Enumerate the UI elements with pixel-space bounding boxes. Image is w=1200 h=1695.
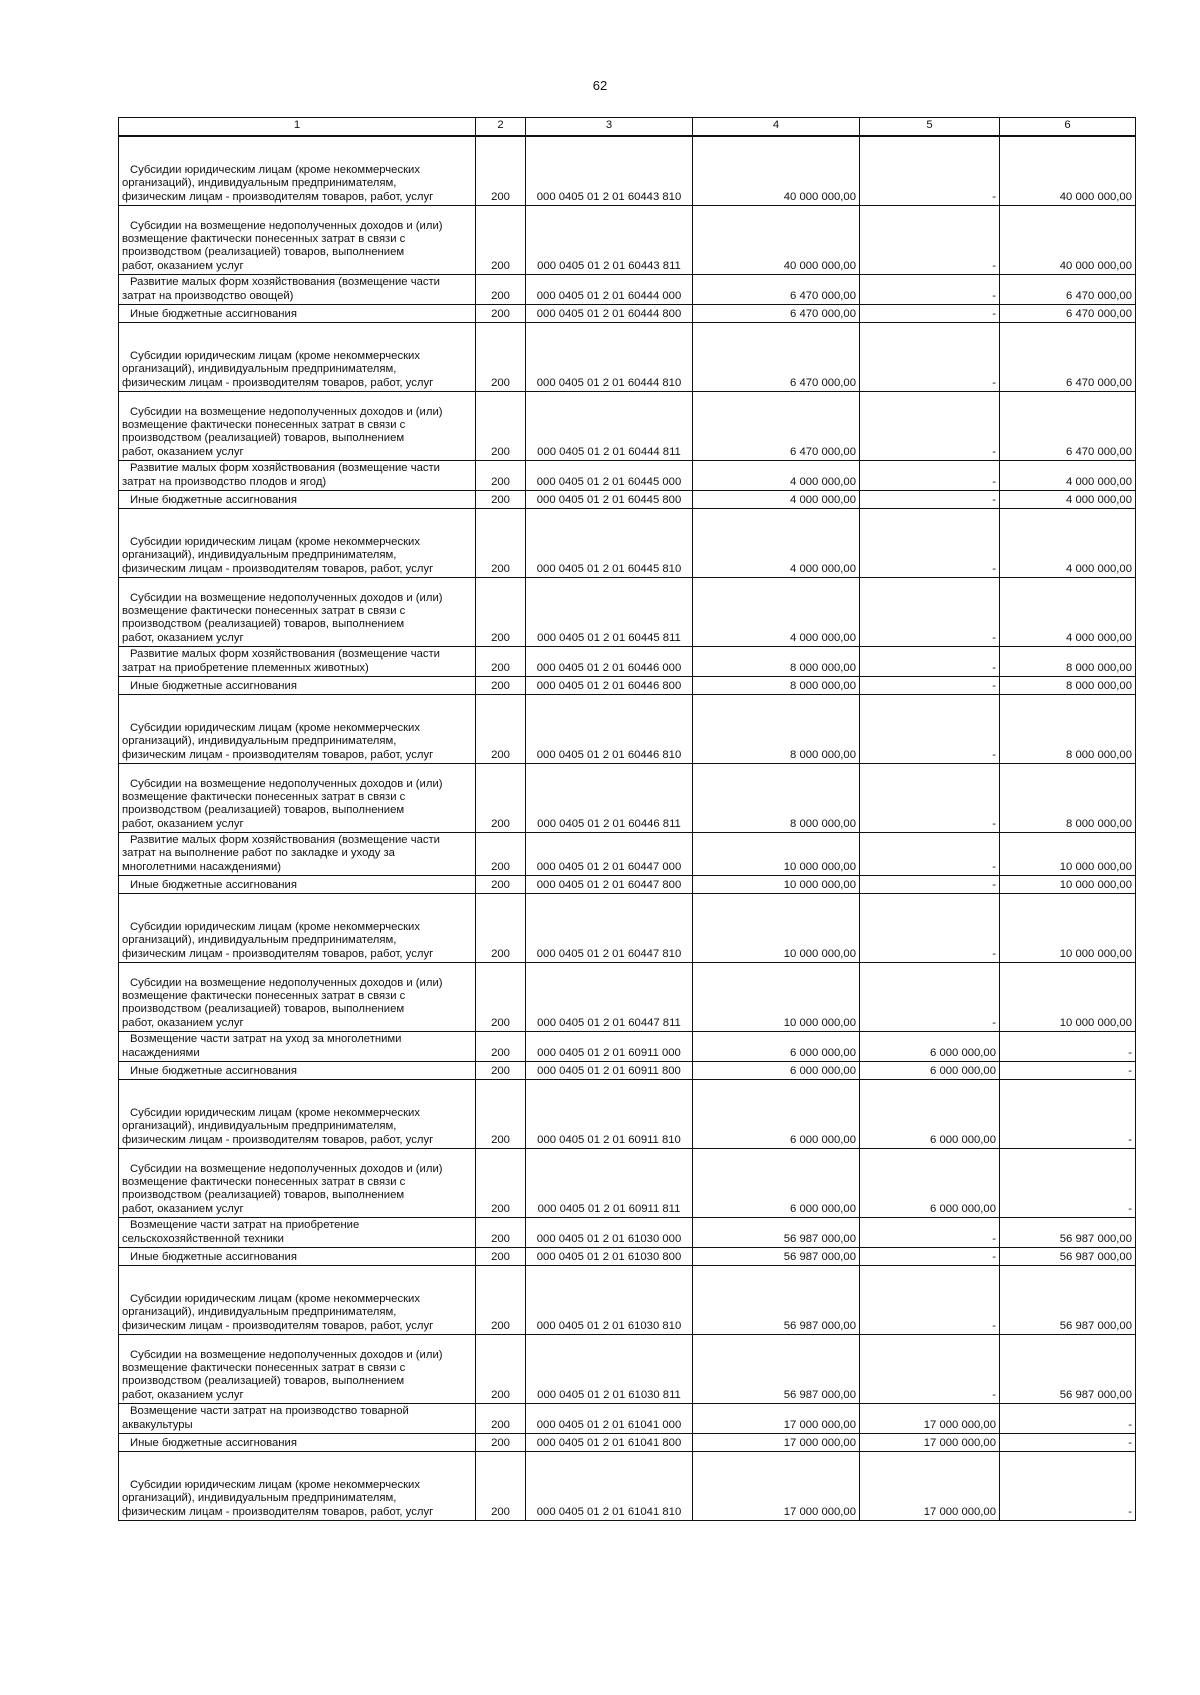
table-row <box>119 647 1136 677</box>
row-admin-code: 200 <box>476 305 526 323</box>
description-line: организаций), индивидуальным предпринимателям, <box>122 363 397 376</box>
row-budget-code: 000 0405 01 2 01 61030 810 <box>526 1266 693 1335</box>
row-amount-regional: 40 000 000,00 <box>1000 136 1136 206</box>
table-row <box>119 1062 1136 1080</box>
row-amount-federal: - <box>860 1266 1000 1335</box>
row-amount-total: 56 987 000,00 <box>693 1218 860 1248</box>
description-line: работ, оказанием услуг <box>122 817 244 830</box>
row-description <box>119 275 476 305</box>
row-budget-code: 000 0405 01 2 01 61041 000 <box>526 1404 693 1434</box>
row-amount-federal: - <box>860 833 1000 876</box>
row-amount-federal: - <box>860 578 1000 647</box>
description-line: Субсидии на возмещение недополученных доходов и (или) <box>130 405 443 418</box>
table-body <box>119 136 1136 1521</box>
description-line: Субсидии на возмещение недополученных доходов и (или) <box>130 976 443 989</box>
description-line: физическим лицам - производителям товаров, работ, услуг <box>122 748 434 761</box>
row-amount-total: 10 000 000,00 <box>693 894 860 963</box>
row-budget-code: 000 0405 01 2 01 60445 810 <box>526 509 693 578</box>
row-description <box>119 509 476 578</box>
row-amount-total: 6 470 000,00 <box>693 323 860 392</box>
row-amount-federal: - <box>860 305 1000 323</box>
row-budget-code: 000 0405 01 2 01 61030 000 <box>526 1218 693 1248</box>
row-admin-code: 200 <box>476 695 526 764</box>
table-row <box>119 578 1136 647</box>
description-line: организаций), индивидуальным предпринимателям, <box>122 1306 397 1319</box>
row-admin-code: 200 <box>476 1434 526 1452</box>
row-admin-code: 200 <box>476 647 526 677</box>
row-budget-code: 000 0405 01 2 01 60443 810 <box>526 136 693 206</box>
row-admin-code: 200 <box>476 491 526 509</box>
row-amount-federal: - <box>860 136 1000 206</box>
row-amount-regional: 4 000 000,00 <box>1000 578 1136 647</box>
row-amount-total: 56 987 000,00 <box>693 1335 860 1404</box>
description-line: Иные бюджетные ассигнования <box>130 1064 297 1077</box>
row-admin-code: 200 <box>476 1266 526 1335</box>
description-line: Субсидии юридическим лицам (кроме некоммерческих <box>130 921 420 934</box>
row-amount-federal: - <box>860 695 1000 764</box>
row-description <box>119 392 476 461</box>
row-amount-regional: - <box>1000 1404 1136 1434</box>
description-line: физическим лицам - производителям товаров, работ, услуг <box>122 1505 434 1518</box>
description-line: Субсидии на возмещение недополученных доходов и (или) <box>130 591 443 604</box>
row-admin-code: 200 <box>476 1062 526 1080</box>
table-row <box>119 677 1136 695</box>
description-line: Развитие малых форм хозяйствования (возмещение части <box>130 462 440 475</box>
row-description <box>119 894 476 963</box>
description-line: производством (реализацией) товаров, выполнением <box>122 1375 405 1388</box>
row-amount-federal: - <box>860 677 1000 695</box>
description-line: Субсидии юридическим лицам (кроме некоммерческих <box>130 722 420 735</box>
row-amount-total: 17 000 000,00 <box>693 1404 860 1434</box>
description-line: производством (реализацией) товаров, выполнением <box>122 1189 405 1202</box>
description-line: Субсидии на возмещение недополученных доходов и (или) <box>130 1348 443 1361</box>
row-amount-regional: 6 470 000,00 <box>1000 275 1136 305</box>
table-row <box>119 206 1136 275</box>
row-amount-federal: 6 000 000,00 <box>860 1032 1000 1062</box>
table-row <box>119 1335 1136 1404</box>
description-line: Субсидии юридическим лицам (кроме некоммерческих <box>130 350 420 363</box>
row-admin-code: 200 <box>476 764 526 833</box>
description-line: физическим лицам - производителям товаров, работ, услуг <box>122 376 434 389</box>
description-line: работ, оказанием услуг <box>122 1202 244 1215</box>
row-amount-federal: - <box>860 963 1000 1032</box>
description-line: Иные бюджетные ассигнования <box>130 1436 297 1449</box>
row-admin-code: 200 <box>476 1149 526 1218</box>
row-budget-code: 000 0405 01 2 01 61030 811 <box>526 1335 693 1404</box>
description-line: Возмещение части затрат на производство товарной <box>130 1405 409 1418</box>
table-row <box>119 1149 1136 1218</box>
row-amount-federal: - <box>860 894 1000 963</box>
description-line: Иные бюджетные ассигнования <box>130 493 297 506</box>
column-header: 1 <box>119 118 476 137</box>
row-description <box>119 1032 476 1062</box>
table-header <box>119 118 1136 137</box>
row-budget-code: 000 0405 01 2 01 60446 000 <box>526 647 693 677</box>
row-budget-code: 000 0405 01 2 01 61030 800 <box>526 1248 693 1266</box>
row-budget-code: 000 0405 01 2 01 60445 800 <box>526 491 693 509</box>
row-budget-code: 000 0405 01 2 01 60911 811 <box>526 1149 693 1218</box>
row-admin-code: 200 <box>476 677 526 695</box>
description-line: работ, оказанием услуг <box>122 445 244 458</box>
row-description <box>119 323 476 392</box>
row-amount-total: 10 000 000,00 <box>693 833 860 876</box>
row-admin-code: 200 <box>476 206 526 275</box>
row-description <box>119 1335 476 1404</box>
table-row <box>119 509 1136 578</box>
description-line: работ, оказанием услуг <box>122 1016 244 1029</box>
page-number: 62 <box>592 78 608 93</box>
row-amount-total: 17 000 000,00 <box>693 1452 860 1521</box>
row-description <box>119 491 476 509</box>
row-amount-federal: - <box>860 206 1000 275</box>
row-admin-code: 200 <box>476 1218 526 1248</box>
row-budget-code: 000 0405 01 2 01 60445 000 <box>526 461 693 491</box>
description-line: Субсидии на возмещение недополученных доходов и (или) <box>130 777 443 790</box>
row-amount-federal: 6 000 000,00 <box>860 1062 1000 1080</box>
row-admin-code: 200 <box>476 1452 526 1521</box>
description-line: производством (реализацией) товаров, выполнением <box>122 432 405 445</box>
row-budget-code: 000 0405 01 2 01 60447 810 <box>526 894 693 963</box>
row-budget-code: 000 0405 01 2 01 61041 800 <box>526 1434 693 1452</box>
description-line: возмещение фактически понесенных затрат в связи с <box>122 605 406 618</box>
table-row <box>119 876 1136 894</box>
table-row <box>119 1434 1136 1452</box>
description-line: работ, оказанием услуг <box>122 631 244 644</box>
description-line: многолетними насаждениями) <box>122 860 282 873</box>
table-row <box>119 1248 1136 1266</box>
description-line: насаждениями <box>122 1046 200 1059</box>
row-budget-code: 000 0405 01 2 01 60444 000 <box>526 275 693 305</box>
row-amount-total: 56 987 000,00 <box>693 1248 860 1266</box>
table-row <box>119 491 1136 509</box>
row-amount-federal: - <box>860 1218 1000 1248</box>
description-line: Субсидии юридическим лицам (кроме некоммерческих <box>130 1293 420 1306</box>
row-budget-code: 000 0405 01 2 01 60446 800 <box>526 677 693 695</box>
row-budget-code: 000 0405 01 2 01 60911 000 <box>526 1032 693 1062</box>
description-line: Субсидии юридическим лицам (кроме некоммерческих <box>130 164 420 177</box>
description-line: возмещение фактически понесенных затрат в связи с <box>122 990 406 1003</box>
row-amount-federal: 17 000 000,00 <box>860 1434 1000 1452</box>
row-amount-federal: 17 000 000,00 <box>860 1452 1000 1521</box>
row-description <box>119 206 476 275</box>
description-line: возмещение фактически понесенных затрат в связи с <box>122 1362 406 1375</box>
row-amount-total: 6 470 000,00 <box>693 275 860 305</box>
row-amount-regional: 56 987 000,00 <box>1000 1248 1136 1266</box>
row-budget-code: 000 0405 01 2 01 60447 811 <box>526 963 693 1032</box>
row-description <box>119 578 476 647</box>
row-description <box>119 461 476 491</box>
row-budget-code: 000 0405 01 2 01 60447 000 <box>526 833 693 876</box>
description-line: организаций), индивидуальным предпринимателям, <box>122 934 397 947</box>
row-amount-regional: 8 000 000,00 <box>1000 677 1136 695</box>
description-line: организаций), индивидуальным предпринимателям, <box>122 549 397 562</box>
row-amount-federal: - <box>860 764 1000 833</box>
row-amount-federal: - <box>860 647 1000 677</box>
table-row <box>119 833 1136 876</box>
table-row <box>119 1032 1136 1062</box>
row-amount-total: 56 987 000,00 <box>693 1266 860 1335</box>
description-line: возмещение фактически понесенных затрат в связи с <box>122 233 406 246</box>
row-amount-federal: - <box>860 461 1000 491</box>
description-line: Развитие малых форм хозяйствования (возмещение части <box>130 648 440 661</box>
row-description <box>119 1218 476 1248</box>
row-admin-code: 200 <box>476 963 526 1032</box>
row-amount-total: 4 000 000,00 <box>693 578 860 647</box>
description-line: Субсидии юридическим лицам (кроме некоммерческих <box>130 1107 420 1120</box>
row-amount-regional: 8 000 000,00 <box>1000 695 1136 764</box>
row-description <box>119 764 476 833</box>
column-header: 3 <box>526 118 693 137</box>
row-amount-federal: - <box>860 323 1000 392</box>
row-amount-regional: 8 000 000,00 <box>1000 647 1136 677</box>
row-amount-federal: - <box>860 491 1000 509</box>
row-description <box>119 833 476 876</box>
row-description <box>119 305 476 323</box>
row-admin-code: 200 <box>476 1032 526 1062</box>
row-amount-regional: 6 470 000,00 <box>1000 392 1136 461</box>
description-line: возмещение фактически понесенных затрат в связи с <box>122 791 406 804</box>
description-line: организаций), индивидуальным предпринимателям, <box>122 735 397 748</box>
row-budget-code: 000 0405 01 2 01 60911 800 <box>526 1062 693 1080</box>
row-admin-code: 200 <box>476 461 526 491</box>
row-budget-code: 000 0405 01 2 01 61041 810 <box>526 1452 693 1521</box>
table-row <box>119 392 1136 461</box>
row-amount-total: 17 000 000,00 <box>693 1434 860 1452</box>
table-row <box>119 1080 1136 1149</box>
row-description <box>119 1248 476 1266</box>
row-amount-total: 6 000 000,00 <box>693 1032 860 1062</box>
row-admin-code: 200 <box>476 1080 526 1149</box>
row-admin-code: 200 <box>476 1404 526 1434</box>
row-amount-regional: - <box>1000 1032 1136 1062</box>
row-amount-federal: 6 000 000,00 <box>860 1080 1000 1149</box>
table-row <box>119 1404 1136 1434</box>
row-budget-code: 000 0405 01 2 01 60446 810 <box>526 695 693 764</box>
table-row <box>119 764 1136 833</box>
column-header: 6 <box>1000 118 1136 137</box>
row-amount-federal: - <box>860 392 1000 461</box>
row-budget-code: 000 0405 01 2 01 60444 800 <box>526 305 693 323</box>
row-budget-code: 000 0405 01 2 01 60444 811 <box>526 392 693 461</box>
row-description <box>119 1062 476 1080</box>
row-admin-code: 200 <box>476 392 526 461</box>
description-line: сельскохозяйственной техники <box>122 1232 284 1245</box>
table-row <box>119 461 1136 491</box>
table-row <box>119 136 1136 206</box>
row-description <box>119 876 476 894</box>
table-row <box>119 1218 1136 1248</box>
row-amount-regional: 10 000 000,00 <box>1000 963 1136 1032</box>
row-amount-total: 6 470 000,00 <box>693 392 860 461</box>
description-line: производством (реализацией) товаров, выполнением <box>122 618 405 631</box>
row-admin-code: 200 <box>476 509 526 578</box>
table-row <box>119 894 1136 963</box>
description-line: Субсидии юридическим лицам (кроме некоммерческих <box>130 536 420 549</box>
row-amount-total: 8 000 000,00 <box>693 695 860 764</box>
description-line: Возмещение части затрат на уход за многолетними <box>130 1033 402 1046</box>
row-description <box>119 1452 476 1521</box>
row-amount-regional: 4 000 000,00 <box>1000 509 1136 578</box>
row-description <box>119 963 476 1032</box>
row-amount-regional: - <box>1000 1149 1136 1218</box>
row-amount-regional: 56 987 000,00 <box>1000 1335 1136 1404</box>
row-description <box>119 1149 476 1218</box>
table-row <box>119 1452 1136 1521</box>
row-amount-federal: - <box>860 1335 1000 1404</box>
row-amount-regional: - <box>1000 1452 1136 1521</box>
row-admin-code: 200 <box>476 136 526 206</box>
row-amount-federal: - <box>860 275 1000 305</box>
description-line: физическим лицам - производителям товаров, работ, услуг <box>122 1319 434 1332</box>
row-admin-code: 200 <box>476 894 526 963</box>
row-description <box>119 695 476 764</box>
row-amount-regional: 56 987 000,00 <box>1000 1266 1136 1335</box>
description-line: Развитие малых форм хозяйствования (возмещение части <box>130 276 440 289</box>
row-amount-regional: 4 000 000,00 <box>1000 461 1136 491</box>
description-line: организаций), индивидуальным предпринимателям, <box>122 177 397 190</box>
description-line: возмещение фактически понесенных затрат в связи с <box>122 1176 406 1189</box>
row-admin-code: 200 <box>476 833 526 876</box>
description-line: возмещение фактически понесенных затрат в связи с <box>122 419 406 432</box>
row-description <box>119 1080 476 1149</box>
row-description <box>119 1266 476 1335</box>
row-amount-regional: 10 000 000,00 <box>1000 833 1136 876</box>
row-amount-total: 8 000 000,00 <box>693 677 860 695</box>
row-amount-total: 40 000 000,00 <box>693 206 860 275</box>
description-line: физическим лицам - производителям товаров, работ, услуг <box>122 190 434 203</box>
description-line: затрат на производство плодов и ягод) <box>122 475 327 488</box>
row-amount-total: 10 000 000,00 <box>693 963 860 1032</box>
row-amount-regional: - <box>1000 1434 1136 1452</box>
row-description <box>119 1434 476 1452</box>
row-admin-code: 200 <box>476 1335 526 1404</box>
row-description <box>119 1404 476 1434</box>
row-amount-federal: - <box>860 1248 1000 1266</box>
description-line: Иные бюджетные ассигнования <box>130 878 297 891</box>
description-line: Субсидии на возмещение недополученных доходов и (или) <box>130 1162 443 1175</box>
row-amount-federal: - <box>860 509 1000 578</box>
column-header: 4 <box>693 118 860 137</box>
table-row <box>119 305 1136 323</box>
row-budget-code: 000 0405 01 2 01 60446 811 <box>526 764 693 833</box>
row-amount-regional: 6 470 000,00 <box>1000 323 1136 392</box>
description-line: Развитие малых форм хозяйствования (возмещение части <box>130 834 440 847</box>
row-amount-regional: 4 000 000,00 <box>1000 491 1136 509</box>
description-line: аквакультуры <box>122 1418 193 1431</box>
row-budget-code: 000 0405 01 2 01 60444 810 <box>526 323 693 392</box>
row-amount-total: 6 470 000,00 <box>693 305 860 323</box>
row-admin-code: 200 <box>476 876 526 894</box>
description-line: организаций), индивидуальным предпринимателям, <box>122 1120 397 1133</box>
table-row <box>119 275 1136 305</box>
description-line: работ, оказанием услуг <box>122 259 244 272</box>
description-line: Субсидии на возмещение недополученных доходов и (или) <box>130 219 443 232</box>
column-header: 2 <box>476 118 526 137</box>
row-amount-total: 40 000 000,00 <box>693 136 860 206</box>
row-admin-code: 200 <box>476 275 526 305</box>
row-amount-total: 10 000 000,00 <box>693 876 860 894</box>
description-line: Субсидии юридическим лицам (кроме некоммерческих <box>130 1479 420 1492</box>
table-row <box>119 963 1136 1032</box>
description-line: затрат на приобретение племенных животных) <box>122 661 369 674</box>
row-admin-code: 200 <box>476 323 526 392</box>
row-amount-regional: 6 470 000,00 <box>1000 305 1136 323</box>
row-budget-code: 000 0405 01 2 01 60911 810 <box>526 1080 693 1149</box>
row-amount-federal: 17 000 000,00 <box>860 1404 1000 1434</box>
row-description <box>119 677 476 695</box>
budget-table <box>118 117 1136 1521</box>
row-amount-federal: 6 000 000,00 <box>860 1149 1000 1218</box>
row-amount-total: 6 000 000,00 <box>693 1149 860 1218</box>
description-line: Возмещение части затрат на приобретение <box>130 1219 360 1232</box>
description-line: производством (реализацией) товаров, выполнением <box>122 1003 405 1016</box>
row-amount-regional: 10 000 000,00 <box>1000 876 1136 894</box>
description-line: физическим лицам - производителям товаров, работ, услуг <box>122 1133 434 1146</box>
description-line: затрат на производство овощей) <box>122 289 294 302</box>
description-line: затрат на выполнение работ по закладке и уходу за <box>122 847 395 860</box>
row-description <box>119 136 476 206</box>
table-row <box>119 695 1136 764</box>
row-amount-total: 4 000 000,00 <box>693 491 860 509</box>
description-line: Иные бюджетные ассигнования <box>130 1250 297 1263</box>
description-line: производством (реализацией) товаров, выполнением <box>122 246 405 259</box>
row-amount-federal: - <box>860 876 1000 894</box>
row-amount-regional: 56 987 000,00 <box>1000 1218 1136 1248</box>
row-amount-total: 8 000 000,00 <box>693 647 860 677</box>
description-line: производством (реализацией) товаров, выполнением <box>122 804 405 817</box>
row-amount-total: 4 000 000,00 <box>693 509 860 578</box>
description-line: организаций), индивидуальным предпринимателям, <box>122 1492 397 1505</box>
row-amount-total: 6 000 000,00 <box>693 1062 860 1080</box>
row-budget-code: 000 0405 01 2 01 60447 800 <box>526 876 693 894</box>
row-admin-code: 200 <box>476 578 526 647</box>
row-amount-regional: 10 000 000,00 <box>1000 894 1136 963</box>
row-amount-total: 8 000 000,00 <box>693 764 860 833</box>
row-description <box>119 647 476 677</box>
description-line: физическим лицам - производителям товаров, работ, услуг <box>122 562 434 575</box>
row-budget-code: 000 0405 01 2 01 60445 811 <box>526 578 693 647</box>
description-line: физическим лицам - производителям товаров, работ, услуг <box>122 947 434 960</box>
row-amount-total: 4 000 000,00 <box>693 461 860 491</box>
row-amount-regional: 40 000 000,00 <box>1000 206 1136 275</box>
row-amount-regional: - <box>1000 1080 1136 1149</box>
row-admin-code: 200 <box>476 1248 526 1266</box>
row-amount-total: 6 000 000,00 <box>693 1080 860 1149</box>
description-line: работ, оказанием услуг <box>122 1388 244 1401</box>
row-budget-code: 000 0405 01 2 01 60443 811 <box>526 206 693 275</box>
table-row <box>119 1266 1136 1335</box>
row-amount-regional: 8 000 000,00 <box>1000 764 1136 833</box>
description-line: Иные бюджетные ассигнования <box>130 679 297 692</box>
row-amount-regional: - <box>1000 1062 1136 1080</box>
description-line: Иные бюджетные ассигнования <box>130 307 297 320</box>
column-header: 5 <box>860 118 1000 137</box>
table-row <box>119 323 1136 392</box>
